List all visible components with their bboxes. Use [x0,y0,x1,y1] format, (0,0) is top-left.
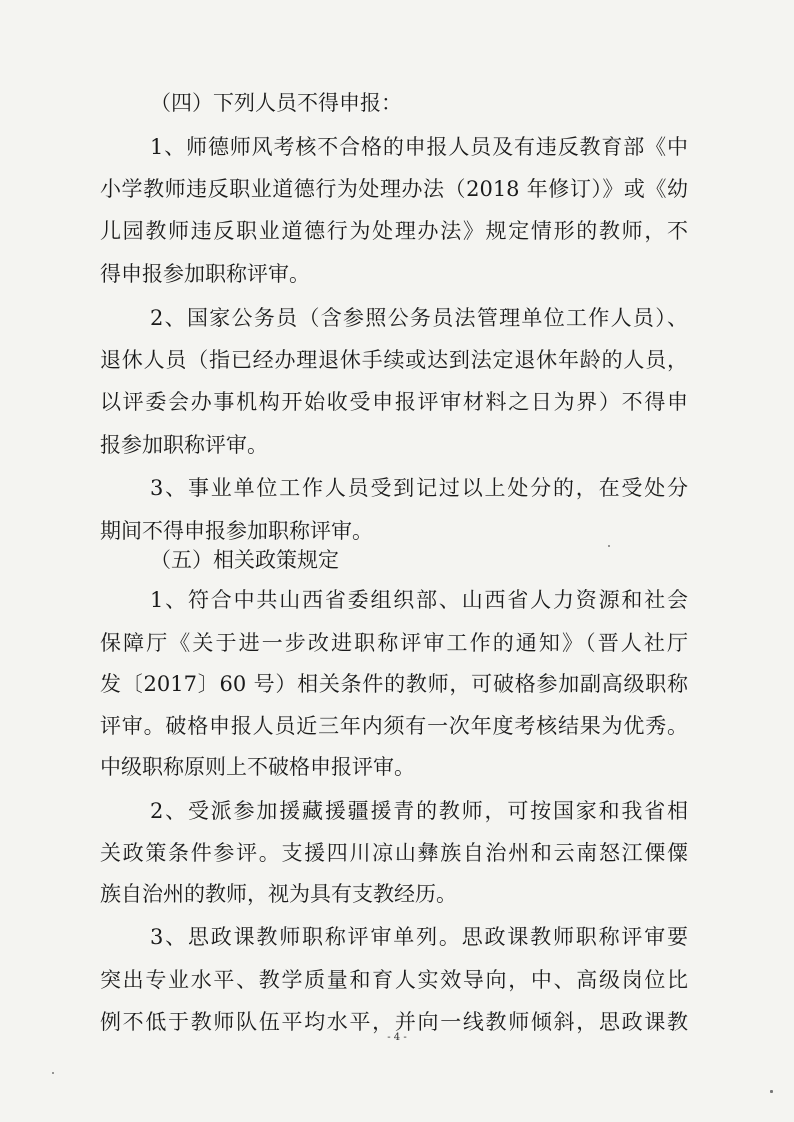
paragraph-4-1-line: 小学教师违反职业道德行为处理办法（2018 年修订）》或《幼 [100,177,688,201]
paragraph-4-2-line: 报参加职称评审。 [100,433,268,457]
paragraph-4-3-line: 3、事业单位工作人员受到记过以上处分的，在受处分 [150,476,688,500]
paragraph-4-1-line: 儿园教师违反职业道德行为处理办法》规定情形的教师，不 [100,219,688,243]
paragraph-5-2-line: 族自治州的教师，视为具有支教经历。 [100,882,457,906]
paragraph-4-1-line: 得申报参加职称评审。 [100,262,310,286]
paragraph-5-1-line: 1、符合中共山西省委组织部、山西省人力资源和社会 [150,588,688,612]
scan-speck [770,1090,773,1093]
section-5-heading-line: （五）相关政策规定 [150,548,339,572]
paragraph-4-2-line: 退休人员（指已经办理退休手续或达到法定退休年龄的人员， [100,348,688,372]
paragraph-5-3-line: 突出专业水平、教学质量和育人实效导向，中、高级岗位比 [100,968,688,992]
paragraph-4-2-line: 2、国家公务员（含参照公务员法管理单位工作人员）、 [150,306,688,330]
page-number: - 4 - [387,1032,407,1043]
paragraph-5-2-line: 2、受派参加援藏援疆援青的教师，可按国家和我省相 [150,799,688,823]
paragraph-5-2-line: 关政策条件参评。支援四川凉山彝族自治州和云南怒江傈僳 [100,841,688,865]
paragraph-4-3-line: 期间不得申报参加职称评审。 [100,519,373,543]
paragraph-5-3-line: 3、思政课教师职称评审单列。思政课教师职称评审要 [150,925,688,949]
paragraph-5-1-line: 中级职称原则上不破格申报评审。 [100,755,415,779]
scan-speck [52,1072,54,1074]
paragraph-4-1-line: 1、师德师风考核不合格的申报人员及有违反教育部《中 [150,135,688,159]
paragraph-5-1-line: 评审。破格申报人员近三年内须有一次年度考核结果为优秀。 [100,714,688,738]
section-4-heading-line: （四）下列人员不得申报： [150,91,402,115]
paragraph-5-1-line: 发〔2017〕60 号）相关条件的教师，可破格参加副高级职称 [100,672,688,696]
scan-speck [608,545,610,547]
paragraph-4-2-line: 以评委会办事机构开始收受申报评审材料之日为界）不得申 [100,390,688,414]
paragraph-5-1-line: 保障厅《关于进一步改进职称评审工作的通知》（晋人社厅 [100,631,688,655]
paragraph-5-3-line: 例不低于教师队伍平均水平，并向一线教师倾斜，思政课教 [100,1010,688,1034]
